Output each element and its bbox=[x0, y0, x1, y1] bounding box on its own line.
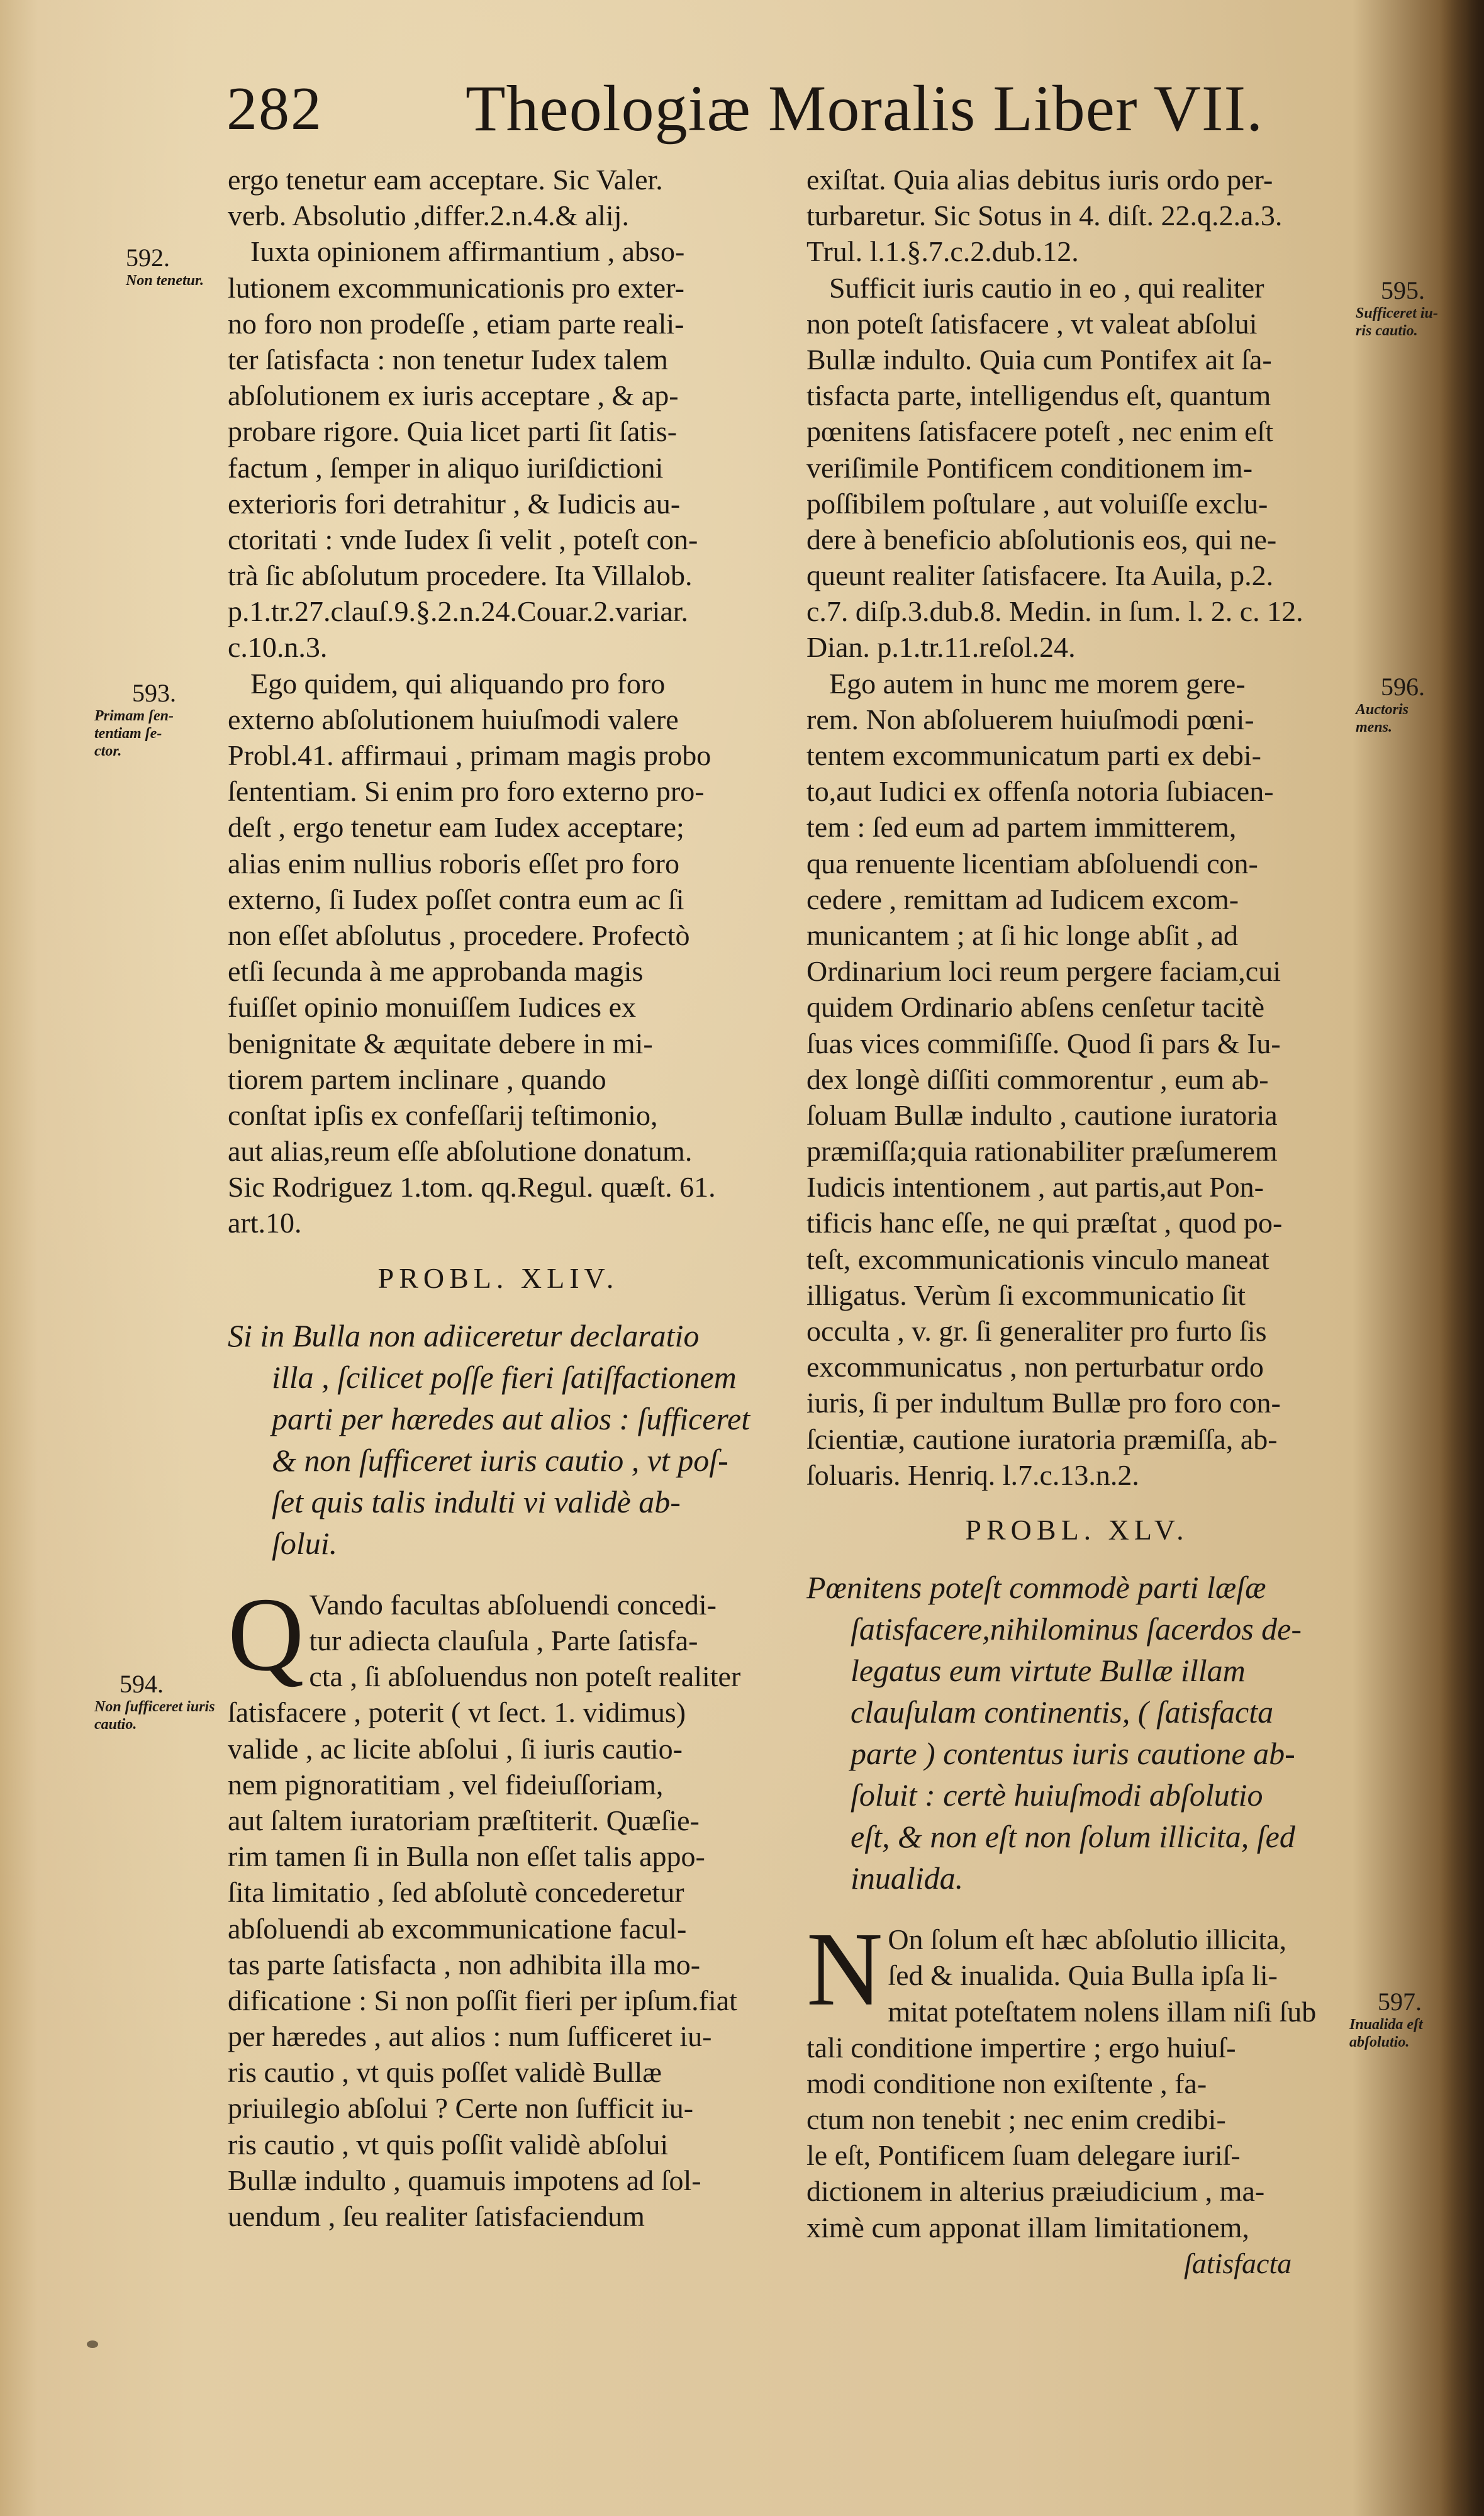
text-line: Bullæ indulto , quamuis impotens ad ſol- bbox=[228, 2164, 701, 2196]
drop-cap-q: Q bbox=[228, 1575, 304, 1693]
text-line: occulta , v. gr. ſi generaliter pro furto ſis bbox=[806, 1315, 1267, 1347]
page-number: 282 bbox=[226, 75, 323, 143]
text-line: Probl.41. affirmaui , primam magis probo bbox=[228, 739, 711, 771]
text-line: ſoluam Bullæ indulto , cautione iuratoria bbox=[806, 1099, 1278, 1131]
margin-note-592 bbox=[126, 244, 214, 289]
summary-line: ſolui. bbox=[272, 1525, 338, 1561]
margin-number: 593. bbox=[132, 679, 176, 707]
text-line: Ego autem in hunc me morem gere- bbox=[829, 667, 1246, 700]
text-line: no foro non prodeſſe , etiam parte reali- bbox=[228, 307, 684, 340]
margin-text: Non ſufficeret iuris cautio. bbox=[94, 1699, 215, 1733]
text-line: ſuas vices commiſiſſe. Quod ſi pars & Iu- bbox=[806, 1027, 1281, 1060]
text-line: probare rigore. Quia licet parti ſit ſatis- bbox=[228, 415, 678, 448]
text-line: tentem excommunicatum parti ex debi- bbox=[806, 739, 1261, 771]
text-line: mitat poteſtatem nolens illam niſi ſub bbox=[888, 1995, 1317, 2028]
summary-line: ſoluit : certè huiuſmodi abſolutio bbox=[851, 1777, 1263, 1813]
margin-number: 592. bbox=[126, 243, 170, 272]
text-line: Sic Rodriguez 1.tom. qq.Regul. quæſt. 61. bbox=[228, 1171, 716, 1204]
page-header bbox=[226, 74, 1334, 150]
text-line: tali conditione impertire ; ergo huiuſ- bbox=[806, 2031, 1236, 2064]
text-line: ergo tenetur eam acceptare. Sic Valer. bbox=[228, 164, 663, 196]
margin-note-593 bbox=[94, 679, 214, 760]
text-line: pœnitens ſatisfacere poteſt , nec enim eſt bbox=[806, 415, 1274, 448]
margin-note-596 bbox=[1356, 673, 1450, 736]
text-line: c.10.n.3. bbox=[228, 631, 328, 664]
text-line: qua renuente licentiam abſoluendi con- bbox=[806, 847, 1258, 880]
margin-number: 596. bbox=[1381, 673, 1425, 701]
text-line: excommunicatus , non perturbatur ordo bbox=[806, 1351, 1264, 1384]
text-line: tur adiecta clauſula , Parte ſatisfa- bbox=[309, 1624, 698, 1657]
text-line: per hæredes , aut alios : num ſufficeret iu- bbox=[228, 2020, 712, 2053]
text-line: dificatione : Si non poſſit fieri per ipſum.fiat bbox=[228, 1984, 737, 2016]
text-line: aut ſaltem iuratoriam præſtiterit. Quæſie- bbox=[228, 1804, 700, 1837]
text-line: ſed & inualida. Quia Bulla ipſa li- bbox=[888, 1959, 1278, 1992]
text-line: rim tamen ſi in Bulla non eſſet talis appo- bbox=[228, 1840, 705, 1873]
summary-line: inualida. bbox=[851, 1860, 964, 1896]
text-line: etſi ſecunda à me approbanda magis bbox=[228, 955, 644, 988]
summary-line: legatus eum virtute Bullæ illam bbox=[851, 1653, 1246, 1689]
text-line: tem : ſed eum ad partem immitterem, bbox=[806, 811, 1237, 844]
text-line: tiorem partem inclinare , quando bbox=[228, 1063, 606, 1095]
margin-text: Non tenetur. bbox=[126, 272, 204, 289]
text-line: to,aut Iudici ex offenſa notoria ſubiacen- bbox=[806, 775, 1274, 808]
text-line: illigatus. Verùm ſi excommunicatio ſit bbox=[806, 1278, 1246, 1311]
left-body-text bbox=[228, 162, 769, 1241]
summary-line: clauſulam continentis, ( ſatisfacta bbox=[851, 1694, 1274, 1730]
text-line: non eſſet abſolutus , procedere. Profectò bbox=[228, 919, 690, 951]
text-line: deſt , ergo tenetur eam Iudex acceptare; bbox=[228, 811, 684, 844]
summary-line: parti per hæredes aut alios : ſufficeret bbox=[272, 1401, 750, 1436]
text-line: ſententiam. Si enim pro foro externo pro- bbox=[228, 775, 705, 808]
text-line: p.1.tr.27.clauſ.9.§.2.n.24.Couar.2.variar. bbox=[228, 595, 689, 628]
text-line: turbaretur. Sic Sotus in 4. diſt. 22.q.2.a.3. bbox=[806, 199, 1283, 232]
text-line: tificis hanc eſſe, ne qui præſtat , quod po- bbox=[806, 1207, 1283, 1239]
right-body-text bbox=[806, 162, 1347, 1493]
text-line: factum , ſemper in aliquo iuriſdictioni bbox=[228, 451, 664, 484]
text-line: valide , ac licite abſolui , ſi iuris cautio- bbox=[228, 1732, 683, 1765]
margin-text: Sufficeret iu-ris cautio. bbox=[1356, 305, 1438, 339]
text-line: dere à beneficio abſolutionis eos, qui ne- bbox=[806, 523, 1277, 556]
text-line: tisfacta parte, intelligendus eſt, quantum bbox=[806, 379, 1271, 412]
text-line: queunt realiter ſatisfacere. Ita Auila, p.2. bbox=[806, 559, 1274, 592]
text-line: Dian. p.1.tr.11.reſol.24. bbox=[806, 631, 1076, 664]
summary-line: & non ſufficeret iuris cautio , vt poſ- bbox=[272, 1442, 728, 1478]
summary-line: illa , ſcilicet poſſe fieri ſatiſfactionem bbox=[272, 1359, 737, 1395]
text-line: Bullæ indulto. Quia cum Pontifex ait ſa- bbox=[806, 343, 1272, 376]
probl-45-body bbox=[806, 1911, 1347, 2281]
drop-cap-n: N bbox=[806, 1911, 883, 2028]
page-fold-shadow bbox=[1440, 0, 1484, 2516]
text-line: rem. Non abſoluerem huiuſmodi pœni- bbox=[806, 703, 1254, 735]
text-line: priuilegio abſolui ? Certe non ſufficit iu- bbox=[228, 2092, 694, 2125]
text-line: externo abſolutionem huiuſmodi valere bbox=[228, 703, 679, 735]
text-line: benignitate & æquitate debere in mi- bbox=[228, 1027, 653, 1060]
text-line: præmiſſa;quia rationabiliter præſumerem bbox=[806, 1135, 1278, 1168]
text-line: externo, ſi Iudex poſſet contra eum ac ſi bbox=[228, 883, 684, 915]
text-line: On ſolum eſt hæc abſolutio illicita, bbox=[888, 1923, 1287, 1956]
summary-line: eſt, & non eſt non ſolum illicita, ſed bbox=[851, 1819, 1295, 1855]
text-line: art.10. bbox=[228, 1207, 302, 1239]
text-line: exterioris fori detrahitur , & Iudicis au- bbox=[228, 487, 681, 520]
margin-number: 594. bbox=[120, 1670, 164, 1698]
margin-text: Inualida eſt abſolutio. bbox=[1349, 2016, 1423, 2050]
text-line: abſolutionem ex iuris acceptare , & ap- bbox=[228, 379, 679, 412]
text-line: Iudicis intentionem , aut partis,aut Pon- bbox=[806, 1171, 1264, 1204]
text-line: Ego quidem, qui aliquando pro foro bbox=[250, 667, 666, 700]
text-line: aut alias,reum eſſe abſolutione donatum. bbox=[228, 1135, 693, 1168]
text-line: ter ſatisfacta : non tenetur Iudex talem bbox=[228, 343, 668, 376]
text-line: abſoluendi ab excommunicatione facul- bbox=[228, 1912, 687, 1945]
text-line: ſita limitatio , ſed abſolutè concederetur bbox=[228, 1876, 684, 1909]
text-line: trà ſic abſolutum procedere. Ita Villalob. bbox=[228, 559, 693, 592]
margin-text: Auctoris mens. bbox=[1356, 702, 1409, 735]
right-column bbox=[806, 162, 1347, 2281]
text-line: uendum , ſeu realiter ſatisfaciendum bbox=[228, 2200, 645, 2232]
text-line: ſcientiæ, cautione iuratoria præmiſſa, ab- bbox=[806, 1423, 1278, 1455]
text-line: fuiſſet opinio monuiſſem Iudices ex bbox=[228, 991, 636, 1024]
text-line: ſoluaris. Henriq. l.7.c.13.n.2. bbox=[806, 1458, 1139, 1491]
text-line: verb. Absolutio ,differ.2.n.4.& alij. bbox=[228, 199, 629, 232]
text-line: c.7. diſp.3.dub.8. Medin. in ſum. l. 2. c. 12. bbox=[806, 595, 1303, 628]
text-line: cta , ſi abſoluendus non poteſt realiter bbox=[309, 1660, 741, 1693]
text-line: veriſimile Pontificem conditionem im- bbox=[806, 451, 1253, 484]
margin-note-595 bbox=[1356, 277, 1450, 340]
text-line: teſt, excommunicationis vinculo maneat bbox=[806, 1243, 1269, 1275]
ink-blot bbox=[87, 2340, 98, 2348]
text-line: tas parte ſatisfacta , non adhibita illa mo- bbox=[228, 1948, 701, 1981]
text-line: ris cautio , vt quis poſſet validè Bullæ bbox=[228, 2056, 662, 2089]
text-line: Trul. l.1.§.7.c.2.dub.12. bbox=[806, 235, 1079, 268]
probl-44-summary bbox=[228, 1315, 769, 1564]
text-line: ctoritati : vnde Iudex ſi velit , poteſt con- bbox=[228, 523, 698, 556]
text-line: ctum non tenebit ; nec enim credibi- bbox=[806, 2103, 1226, 2136]
text-line: Sufficit iuris cautio in eo , qui realiter bbox=[829, 271, 1264, 304]
probl-44-body bbox=[228, 1575, 769, 2234]
text-line: ris cautio , vt quis poſſit validè abſolui bbox=[228, 2128, 669, 2161]
probl-45-summary bbox=[806, 1567, 1347, 1899]
margin-number: 595. bbox=[1381, 276, 1425, 305]
text-line: Ordinarium loci reum pergere faciam,cui bbox=[806, 955, 1281, 988]
text-line: exiſtat. Quia alias debitus iuris ordo per- bbox=[806, 164, 1273, 196]
text-line: municantem ; at ſi hic longe abſit , ad bbox=[806, 919, 1238, 951]
text-line: ximè cum apponat illam limitationem, bbox=[806, 2211, 1249, 2244]
running-title: Theologiæ Moralis Liber VII. bbox=[466, 72, 1264, 145]
probl-44-heading: PROBL. XLIV. bbox=[377, 1261, 619, 1294]
summary-line: ſet quis talis indulti vi validè ab- bbox=[272, 1484, 681, 1519]
text-line: conſtat ipſis ex confeſſarij teſtimonio, bbox=[228, 1099, 658, 1131]
text-line: alias enim nullius roboris eſſet pro foro bbox=[228, 847, 679, 880]
margin-text: Primam ſen-tentiam ſe-ctor. bbox=[94, 708, 174, 759]
text-line: cedere , remittam ad Iudicem excom- bbox=[806, 883, 1239, 915]
summary-line: Pœnitens poteſt commodè parti læſæ bbox=[806, 1570, 1266, 1606]
text-line: ſatisfacta bbox=[1184, 2247, 1292, 2279]
summary-line: Si in Bulla non adiiceretur declaratio bbox=[228, 1317, 700, 1353]
summary-line: parte ) contentus iuris cautione ab- bbox=[851, 1736, 1295, 1772]
probl-45-heading: PROBL. XLV. bbox=[965, 1513, 1189, 1546]
text-line: dictionem in alterius præiudicium , ma- bbox=[806, 2175, 1265, 2208]
margin-note-597 bbox=[1349, 1988, 1450, 2051]
text-line: dex longè diſſiti commorentur , eum ab- bbox=[806, 1063, 1269, 1095]
margin-note-594 bbox=[94, 1670, 220, 1733]
text-line: quidem Ordinario abſens cenſetur tacitè bbox=[806, 991, 1265, 1024]
text-line: ſatisfacere , poterit ( vt ſect. 1. vidimus) bbox=[228, 1696, 686, 1729]
text-line: le eſt, Pontificem ſuam delegare iuriſ- bbox=[806, 2139, 1241, 2172]
text-line: iuris, ſi per indultum Bullæ pro foro con- bbox=[806, 1387, 1281, 1419]
text-line: non poteſt ſatisfacere , vt valeat abſolui bbox=[806, 307, 1258, 340]
margin-number: 597. bbox=[1378, 1988, 1422, 2016]
left-column bbox=[228, 162, 769, 2234]
text-line: modi conditione non exiſtente , fa- bbox=[806, 2067, 1207, 2099]
text-line: Vando facultas abſoluendi concedi- bbox=[309, 1588, 717, 1621]
text-line: lutionem excommunicationis pro exter- bbox=[228, 271, 684, 304]
summary-line: ſatisfacere,nihilominus ſacerdos de- bbox=[851, 1611, 1302, 1647]
text-line: nem pignoratitiam , vel fideiuſſoriam, bbox=[228, 1768, 664, 1801]
text-line: poſſibilem poſtulare , aut voluiſſe exclu- bbox=[806, 487, 1268, 520]
text-line: Iuxta opinionem affirmantium , abso- bbox=[250, 235, 685, 268]
